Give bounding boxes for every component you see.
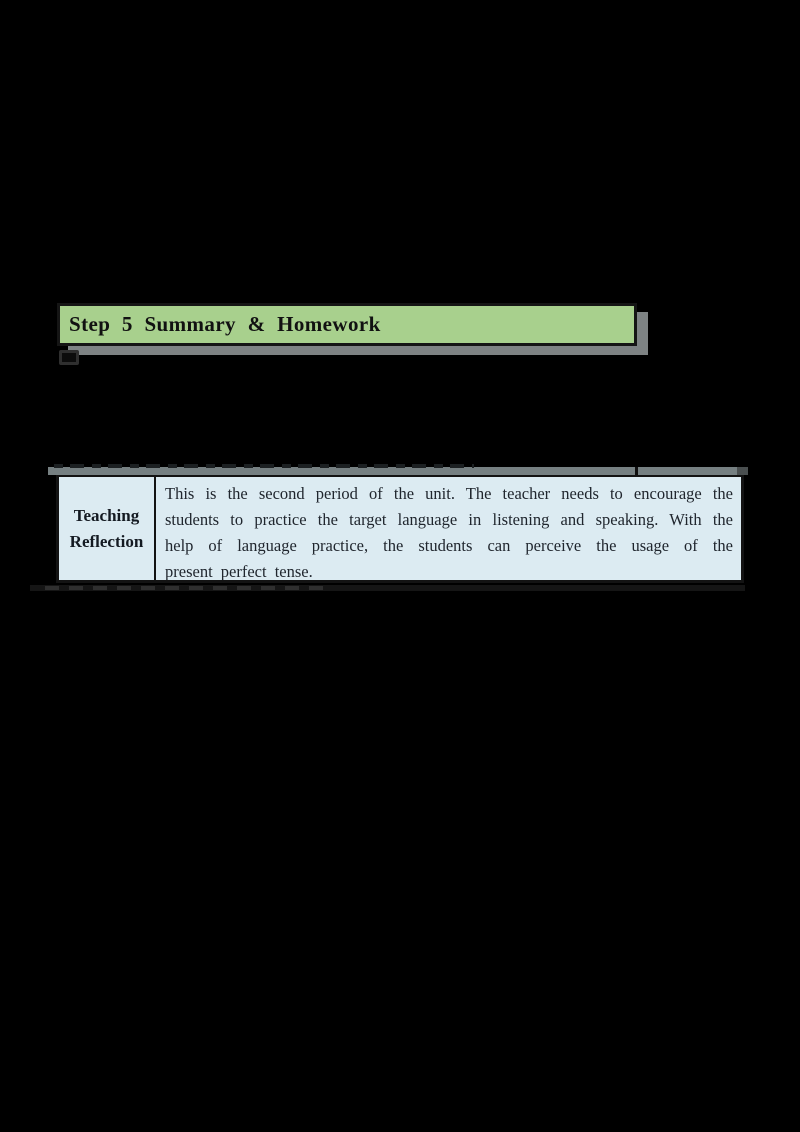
step-heading-text: Step 5 Summary & Homework	[69, 312, 381, 336]
cropped-text-fragments	[54, 464, 474, 468]
teaching-reflection-body-cell	[156, 477, 741, 580]
reflection-text-line: This is the second period of the unit. The teacher needs to encourage the	[165, 484, 733, 503]
teaching-reflection-table	[56, 475, 744, 583]
cropped-glyph-remnant	[59, 350, 79, 365]
label-line-reflection: Reflection	[69, 531, 144, 551]
reflection-text-line: help of language practice, the students can perceive the usage of the	[165, 536, 733, 555]
cropped-strip-end	[737, 467, 748, 475]
step-heading-banner	[57, 303, 637, 346]
cropped-column-divider-tick	[635, 467, 638, 475]
reflection-text-line: students to practice the target language in listening and speaking. With the	[165, 510, 733, 529]
cropped-text-below	[45, 586, 325, 590]
label-line-teaching: Teaching	[73, 505, 140, 525]
reflection-text-line: present perfect tense.	[165, 562, 313, 580]
table-bottom-shadow	[30, 585, 745, 591]
teaching-reflection-label-cell	[59, 477, 156, 580]
cropped-row-strip	[48, 467, 748, 475]
